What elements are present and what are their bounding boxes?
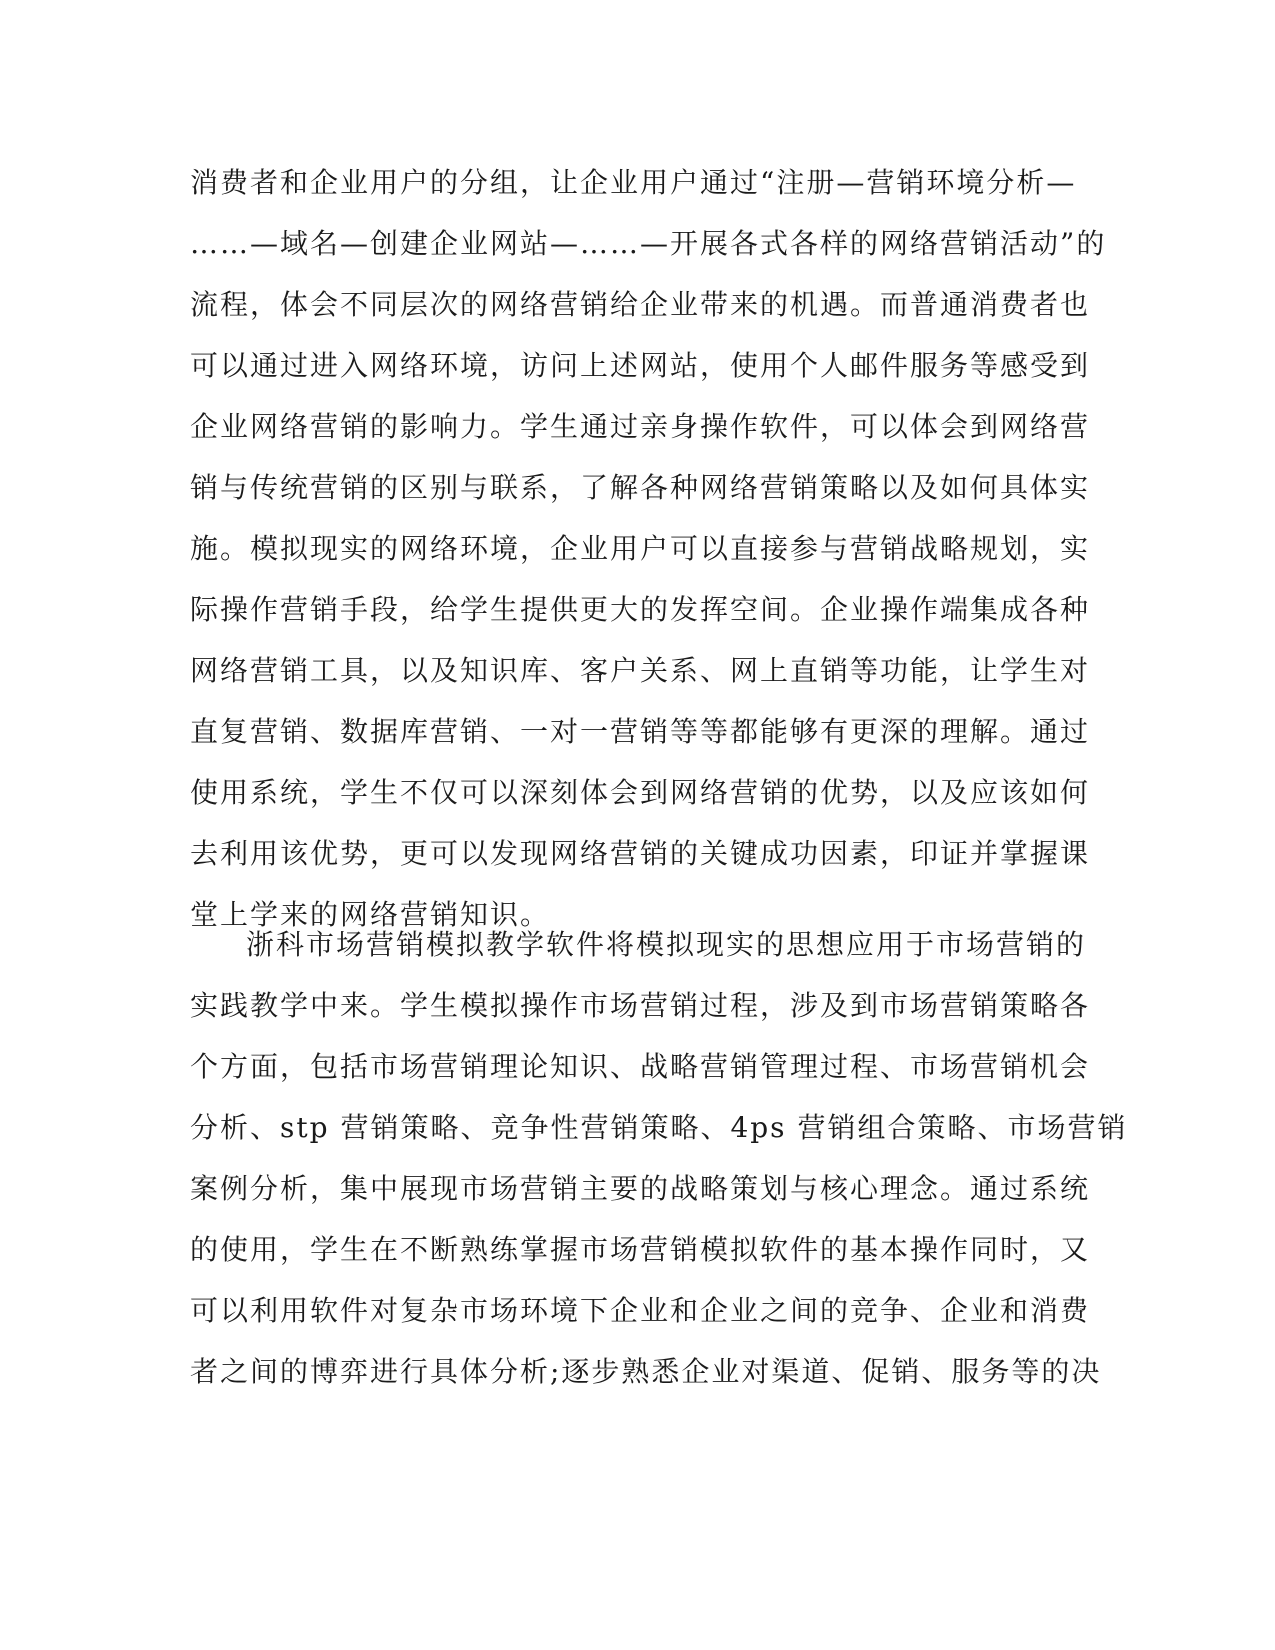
text-line: 可以利用软件对复杂市场环境下企业和企业之间的竞争、企业和消费 <box>190 1294 1091 1327</box>
text-line: 的使用，学生在不断熟练掌握市场营销模拟软件的基本操作同时，又 <box>190 1233 1091 1266</box>
paragraph-1 <box>190 152 1107 958</box>
text-line: 企业网络营销的影响力。学生通过亲身操作软件，可以体会到网络营 <box>190 410 1091 443</box>
text-line: 浙科市场营销模拟教学软件将模拟现实的思想应用于市场营销的 <box>246 928 1087 961</box>
text-line: 际操作营销手段，给学生提供更大的发挥空间。企业操作端集成各种 <box>190 593 1091 626</box>
text-line: ……—域名—创建企业网站—……—开展各式各样的网络营销活动”的 <box>190 227 1107 260</box>
paragraph-2 <box>190 914 1128 1414</box>
text-line: 可以通过进入网络环境，访问上述网站，使用个人邮件服务等感受到 <box>190 349 1091 382</box>
text-line: 使用系统，学生不仅可以深刻体会到网络营销的优势，以及应该如何 <box>190 776 1091 809</box>
text-line: 直复营销、数据库营销、一对一营销等等都能够有更深的理解。通过 <box>190 715 1091 748</box>
text-line: 销与传统营销的区别与联系，了解各种网络营销策略以及如何具体实 <box>190 471 1091 504</box>
text-line: 实践教学中来。学生模拟操作市场营销过程，涉及到市场营销策略各 <box>190 989 1091 1022</box>
text-line: 个方面，包括市场营销理论知识、战略营销管理过程、市场营销机会 <box>190 1050 1091 1083</box>
text-line: 消费者和企业用户的分组，让企业用户通过“注册—营销环境分析— <box>190 166 1077 199</box>
text-line: 流程，体会不同层次的网络营销给企业带来的机遇。而普通消费者也 <box>190 288 1091 321</box>
text-line: 施。模拟现实的网络环境，企业用户可以直接参与营销战略规划，实 <box>190 532 1091 565</box>
text-line: 去利用该优势，更可以发现网络营销的关键成功因素，印证并掌握课 <box>190 837 1091 870</box>
text-line: 案例分析，集中展现市场营销主要的战略策划与核心理念。通过系统 <box>190 1172 1091 1205</box>
text-line: 分析、stp 营销策略、竞争性营销策略、4ps 营销组合策略、市场营销 <box>190 1111 1128 1144</box>
text-line: 网络营销工具，以及知识库、客户关系、网上直销等功能，让学生对 <box>190 654 1091 687</box>
text-line: 堂上学来的网络营销知识。 <box>190 898 551 931</box>
text-line: 者之间的博弈进行具体分析;逐步熟悉企业对渠道、促销、服务等的决 <box>190 1355 1102 1388</box>
